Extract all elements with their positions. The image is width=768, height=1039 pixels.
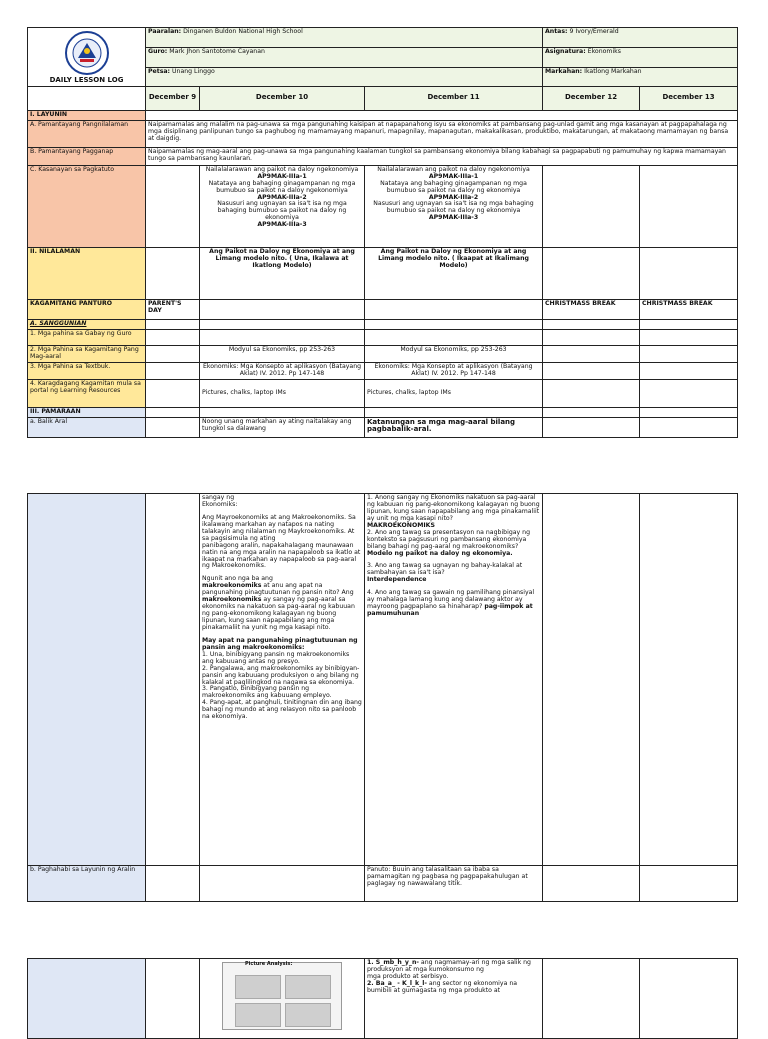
- kasanayan-text: Nailalalarawan ang paikot na daloy ngekonomiya: [205, 165, 359, 173]
- guro-cell: [146, 48, 543, 67]
- antas-label: Antas:: [545, 28, 568, 35]
- date-dec-9: December 9: [146, 86, 200, 110]
- picture-thumbnail: [285, 1003, 331, 1027]
- christmas-break-dec-12: CHRISTMASS BREAK: [543, 299, 640, 319]
- paaralan-cell: [146, 28, 543, 48]
- markahan-cell: [543, 67, 738, 86]
- pamantayang-pangnilalaman-label: A. Pamantayang Pangnilalaman: [28, 120, 146, 147]
- asignatura-label: Asignatura:: [545, 48, 586, 56]
- term-bold: 2. Ba_a_ - K_l_k_l-: [367, 979, 427, 987]
- date-dec-11: December 11: [365, 86, 543, 110]
- lesson-text: Ngunit ano nga ba ang: [202, 575, 273, 583]
- textbook-label: 3. Mga Pahina sa Textbuk.: [28, 362, 146, 379]
- question-text: 2. Ano ang tawag sa presentasyon na nagbibigay ng konteksto sa pagsusuri ng pambansang ekonomiya bilang bahagi ng pag-aaral ng makroekonomiks?: [367, 528, 531, 550]
- lesson-text: mga produkto at serbisyo.: [367, 972, 449, 980]
- answer-text: Interdependence: [367, 576, 427, 584]
- paaralan-value: Dinganen Buldon National High School: [183, 28, 303, 35]
- lesson-text: Ekonomiks:: [202, 500, 238, 508]
- lesson-text: ay sangay ng pag-aaral sa ekonomiks na nakatuon sa pag-aaral ng kabuuan ng pang-ekonomikong kalagayan ng buong lipunan, kung saan napapabilang ang mga pinakamaliit na yunit ng mga kasapi nito.: [202, 596, 355, 631]
- paaralan-label: Paaralan:: [148, 28, 182, 35]
- date-dec-12: December 12: [543, 86, 640, 110]
- pamantayang-pagganap-text: Naipamamalas ng mag-aaral ang pag-unawa sa mga pangunahing kaalaman tungkol sa pambansang ekonomiya bilang kabahagi sa pagpapabuti ng pamumuhay ng kapwa mamamayan tungo sa pambansang kaunlaran.: [146, 147, 738, 165]
- picture-thumbnail: [285, 975, 331, 999]
- lesson-text: sangay ng: [202, 494, 235, 501]
- balik-aral-dec-10: Noong unang markahan ay ating naitalakay ang tungkol sa dalawang: [200, 417, 365, 437]
- competency-code: AP9MAK-IIIa-3: [257, 221, 307, 229]
- kasanayan-label: C. Kasanayan sa Pagkatuto: [28, 165, 146, 247]
- pamaraan-heading: III. PAMARAAN: [28, 407, 146, 417]
- kasanayan-dec-11: [365, 165, 543, 247]
- antas-cell: [543, 28, 738, 48]
- karagdagang-kagamitan-label: 4. Karagdagang Kagamitan mula sa portal ng Learning Resources: [28, 379, 146, 407]
- picture-analysis-caption: Picture Analysis:: [245, 961, 293, 967]
- competency-code: AP9MAK-IIIa-2: [257, 193, 307, 201]
- date-dec-13: December 13: [640, 86, 738, 110]
- paghahabi-continued-label: [28, 959, 146, 1039]
- talasalitaan-items-dec-11: [365, 959, 543, 1039]
- dll-title: DAILY LESSON LOG: [49, 76, 124, 84]
- list-item: 3. Pangatlo, binibigyang pansin ng makroekonomiks ang kabuuang empleyo.: [202, 685, 332, 700]
- balik-aral-dec-11: Katanungan sa mga mag-aaral bilang pagbabalik-aral.: [365, 417, 543, 437]
- picture-thumbnail: [235, 1003, 281, 1027]
- textbook-dec-10: Ekonomiks: Mga Konsepto at aplikasyon (Batayang Aklat) IV. 2012. Pp 147-148: [200, 362, 365, 379]
- deped-seal-logo: [65, 31, 109, 75]
- lesson-text: bumibili at gumagasta ng mga produkto at: [367, 986, 501, 994]
- daily-lesson-log-page-2: [27, 493, 738, 902]
- asignatura-cell: [543, 48, 738, 67]
- modyul-dec-11: Modyul sa Ekonomiks, pp 253-263: [365, 345, 543, 362]
- petsa-cell: [146, 67, 543, 86]
- kagamitang-panturo-heading: KAGAMITANG PANTURO: [28, 299, 146, 319]
- lesson-text: ang nagmamay-ari ng mga salik ng produksyon at mga kumokonsumo ng: [367, 959, 531, 973]
- balik-aral-questions-dec-11: [365, 494, 543, 866]
- kasanayan-dec-10: [200, 165, 365, 247]
- question-2: [367, 530, 540, 558]
- kasanayan-text: Nasusuri ang ugnayan sa isa't isa ng mga bahaging bumubuo sa paikot na daloy ng ekonomiya: [373, 200, 534, 215]
- parents-day: PARENT'S DAY: [146, 299, 200, 319]
- guro-value: Mark Jhon Santotome Cayanan: [169, 48, 265, 56]
- competency-code: AP9MAK-IIIa-2: [428, 193, 479, 201]
- logo-cell: [28, 28, 146, 87]
- answer-text: MAKROEKONOMIKS: [367, 521, 435, 529]
- answer-text: pag-iimpok at pamumuhunan: [367, 603, 533, 618]
- kasanayan-text: Nasusuri ang ugnayan sa isa't isa ng mga bahaging bumubuo sa paikot na daloy ng ekonomiya: [217, 200, 347, 222]
- christmas-break-dec-13: CHRISTMASS BREAK: [640, 299, 738, 319]
- kagamitang-mag-aaral-label: 2. Mga Pahina sa Kagamitang Pang Mag-aaral: [28, 345, 146, 362]
- gabay-label: 1. Mga pahina sa Gabay ng Guro: [28, 329, 146, 345]
- list-item: 4. Pang-apat, at panghuli, tinitingnan din ang ibang bahagi ng mundo at ang relasyon nito sa panloob na ekonomiya.: [202, 699, 362, 721]
- antas-value: 9 Ivory/Emerald: [569, 28, 619, 35]
- question-4: [367, 590, 540, 618]
- makroekonomiks-definition: [202, 583, 362, 632]
- apat-na-pinagtutuunan-heading: May apat na pangunahing pinagtutuunan ng pansin ang makroekonomiks:: [202, 636, 358, 651]
- layunin-heading: I. LAYUNIN: [28, 110, 146, 120]
- lesson-text: Ang Mayroekonomiks at ang Makroekonomiks. Sa ikalawang markahan ay natapos na nating talakayin ang nilalaman ng Maykroekonomiks. At sa pagsisimula ng ating: [202, 513, 356, 542]
- guro-label: Guro:: [148, 48, 168, 56]
- competency-code: AP9MAK-IIIa-3: [428, 214, 479, 222]
- karagdagang-dec-11: Pictures, chalks, laptop IMs: [365, 379, 543, 407]
- nilalaman-dec-10: Ang Paikot na Daloy ng Ekonomiya at ang Limang modelo nito. ( Una, Ikalawa at Ikatlong Modelo): [200, 247, 365, 299]
- markahan-label: Markahan:: [545, 67, 583, 75]
- empty-header-cell: [28, 86, 146, 110]
- balik-aral-content-dec-10: [200, 494, 365, 866]
- karagdagang-dec-10: Pictures, chalks, laptop IMs: [200, 379, 365, 407]
- picture-analysis-cell: [200, 959, 365, 1039]
- asignatura-value: Ekonomiks: [587, 48, 621, 56]
- daily-lesson-log-page-3: [27, 958, 738, 1039]
- question-text: 4. Ano ang tawag sa gawain ng pamilihang pinansiyal ay mahalaga lamang kung ang dalawang aktor ay mayroong pagpaplano sa hinaharap?: [367, 589, 535, 611]
- paghahabi-dec-11: Panuto: Buuin ang talasalitaan sa ibaba sa pamamagitan ng pagbasa ng pagpapakahulugan at paglagay ng nawawalang titik.: [365, 866, 543, 902]
- competency-code: AP9MAK-IIIa-1: [257, 172, 307, 180]
- pamantayang-pangnilalaman-text: Naipamamalas ang malalim na pag-unawa sa mga pangunahing kaisipan at napapanahong isyu sa ekonomiks at pambansang pag-unlad gamit ang mga kasanayan at pagpapahalaga ng mga disiplinang panlipunan tungo sa paghubog ng mamamayang mapanuri, mapagnilay, mapanagutan, makakalikasan, produktibo, makatarungan, at makataong mamamayan ng bansa at daigdig.: [146, 120, 738, 147]
- picture-thumbnail: [235, 975, 281, 999]
- paghahabi-label: b. Paghahabi sa Layunin ng Aralin: [28, 866, 146, 902]
- modyul-dec-10: Modyul sa Ekonomiks, pp 253-263: [200, 345, 365, 362]
- sanggunian-heading: A. SANGGUNIAN: [28, 319, 146, 329]
- competency-code: AP9MAK-IIIa-1: [428, 172, 479, 180]
- question-text: 3. Ano ang tawag sa ugnayan ng bahay-kalakal at sambahayan sa isa't isa?: [367, 562, 523, 577]
- list-item: 2. Pangalawa, ang makroekonomiks ay binibigyan-pansin ang kabuuang produksiyon o ang bilang ng kalakal at paglilingkod na nagawa sa ekonomiya.: [202, 664, 360, 686]
- markahan-value: Ikatlong Markahan: [584, 67, 642, 75]
- term-bold: makroekonomiks: [202, 582, 262, 590]
- petsa-value: Unang Linggo: [172, 67, 215, 75]
- kasanayan-text: Natataya ang bahaging ginagampanan ng mga bumubuo sa paikot na daloy ngekonomiya: [208, 179, 356, 194]
- nilalaman-dec-11: Ang Paikot na Daloy ng Ekonomiya at ang Limang modelo nito. ( Ikaapat at Ikalimang Modelo): [365, 247, 543, 299]
- daily-lesson-log-page-1: [27, 27, 738, 438]
- kasanayan-text: Natataya ang bahaging ginagampanan ng mga bumubuo sa paikot na daloy ng ekonomiya: [380, 179, 527, 194]
- textbook-dec-11: Ekonomiks: Mga Konsepto at aplikasyon (Batayang Aklat) IV. 2012. Pp 147-148: [365, 362, 543, 379]
- picture-analysis-image: [222, 962, 342, 1030]
- kasanayan-text: Nailalalarawan ang paikot na daloy ngekonomiya: [377, 165, 530, 173]
- lesson-text: ang sector ng ekonomiya na: [426, 979, 518, 987]
- answer-text: Modelo ng paikot na daloy ng ekonomiya.: [367, 549, 513, 557]
- balik-aral-continued-label: [28, 494, 146, 866]
- talasalitaan-item-1: [367, 960, 540, 974]
- date-dec-10: December 10: [200, 86, 365, 110]
- term-bold: 1. S_mb_h_y_n-: [367, 959, 419, 966]
- term-bold: makroekonomiks: [202, 596, 262, 604]
- pamantayang-pagganap-label: B. Pamantayang Pagganap: [28, 147, 146, 165]
- petsa-label: Petsa:: [148, 67, 171, 75]
- question-text: 1. Anong sangay ng Ekonomiks nakatuon sa pag-aaral ng kabuuan ng pang-ekonomikong kalagayan ng buong lipunan, kung saan napapabilang ang mga pinakamaliit ay unit ng mga kasapi nito?: [367, 494, 540, 522]
- list-item: 1. Una, binibigyang pansin ng makroekonomiks ang kabuuang antas ng presyo.: [202, 650, 350, 665]
- lesson-text: panibagong aralin, napakahalagang maunawaan natin na ang mga aralin na napapaloob sa ikatlo at ikaapat na markahan ay napapaloob sa pag-aaral ng Makroekonomiks.: [202, 541, 361, 570]
- lesson-text: at anu ang apat na pangunahing pinagtuutunan ng pansin nito? Ang: [202, 582, 354, 597]
- balik-aral-label: a. Balik Aral: [28, 417, 146, 437]
- nilalaman-heading: II. NILALAMAN: [28, 247, 146, 299]
